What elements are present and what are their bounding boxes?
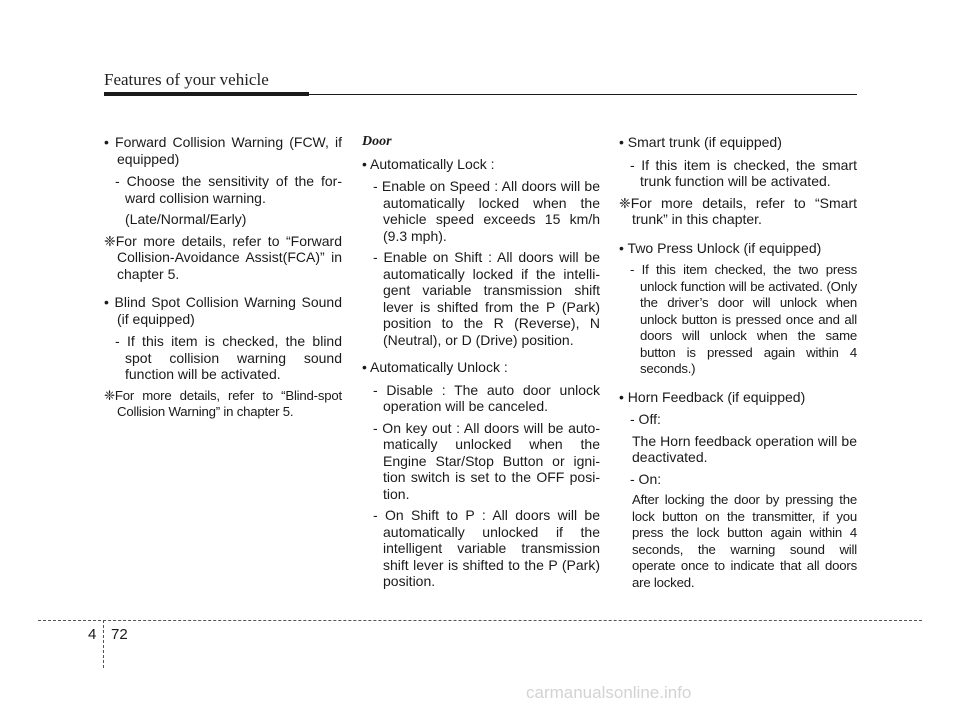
unlock-shift-p: - On Shift to P : All doors will be automatically unlocked if the intelligent variable transmission shift lever is shifted to the P (Park) position. — [373, 507, 600, 589]
fcw-sensitivity-item: - Choose the sensitivity of the for-ward collision warning. — [115, 173, 342, 206]
two-press-bullet: • Two Press Unlock (if equipped) — [619, 239, 822, 256]
bsw-note: ❈For more details, refer to “Blind-spot Collision Warning” in chapter 5. — [104, 387, 342, 419]
smart-trunk-note: ❈For more details, refer to “Smart trunk” in this chapter. — [619, 194, 857, 227]
horn-on-desc: After locking the door by pressing the lock button on the transmitter, if you press the lock button again within 4 seconds, the warning sound will operate once to indicate that all doors are locked. — [632, 492, 857, 590]
horn-off-desc: The Horn feedback operation will be deactivated. — [632, 432, 857, 465]
horn-off-label: - Off: — [630, 411, 661, 427]
chapter-number: 4 — [88, 626, 97, 643]
horn-feedback-bullet: • Horn Feedback (if equipped) — [619, 388, 806, 405]
fcw-bullet: • Forward Collision Warning (FCW, if equipped) — [104, 134, 342, 167]
horn-on-label: - On: — [630, 470, 662, 487]
lock-enable-speed: - Enable on Speed : All doors will be automatically locked when the vehicle speed exceeds 15 km/h (9.3 mph). — [373, 178, 600, 244]
bsw-bullet: • Blind Spot Collision Warning Sound (if equipped) — [104, 294, 342, 327]
smart-trunk-item: - If this item is checked, the smart trunk function will be activated. — [630, 156, 857, 189]
page-number: 72 — [111, 626, 128, 643]
two-press-item: - If this item checked, the two press unlock function will be activated. (Only the driver’s door will unlock when unlock button is pressed once and all doors will unlock when the same button is pressed again within 4 seconds.) — [630, 262, 857, 376]
footer-rule — [38, 620, 922, 621]
fcw-note: ❈For more details, refer to “Forward Collision-Avoidance Assist(FCA)” in chapter 5. — [104, 232, 342, 282]
footer-divider — [103, 620, 104, 668]
door-section-title: Door — [362, 134, 392, 149]
auto-lock-bullet: • Automatically Lock : — [362, 155, 495, 172]
auto-unlock-bullet: • Automatically Unlock : — [362, 359, 508, 375]
watermark: carmanualsonline.info — [526, 683, 692, 702]
header-rule-thin — [309, 94, 857, 96]
header-rule-thick — [104, 92, 309, 96]
column-left — [104, 134, 342, 427]
fcw-options: (Late/Normal/Early) — [125, 211, 247, 227]
smart-trunk-bullet: • Smart trunk (if equipped) — [619, 134, 782, 150]
lock-enable-shift: - Enable on Shift : All doors will be automatically locked if the intelli-gent variable transmission shift lever is shifted from the P (Park) position to the R (Reverse), N (Neutral), or D (Drive) position. — [373, 249, 600, 348]
unlock-disable: - Disable : The auto door unlock operation will be canceled. — [373, 381, 600, 414]
column-right — [619, 134, 857, 596]
page-header-title: Features of your vehicle — [104, 70, 269, 89]
column-middle — [362, 134, 600, 595]
bsw-item: - If this item is checked, the blind spot collision warning sound function will be activated. — [115, 333, 342, 382]
unlock-key-out: - On key out : All doors will be auto-matically unlocked when the Engine Star/Stop Button or igni-tion switch is set to the OFF posi-tion. — [373, 419, 600, 502]
